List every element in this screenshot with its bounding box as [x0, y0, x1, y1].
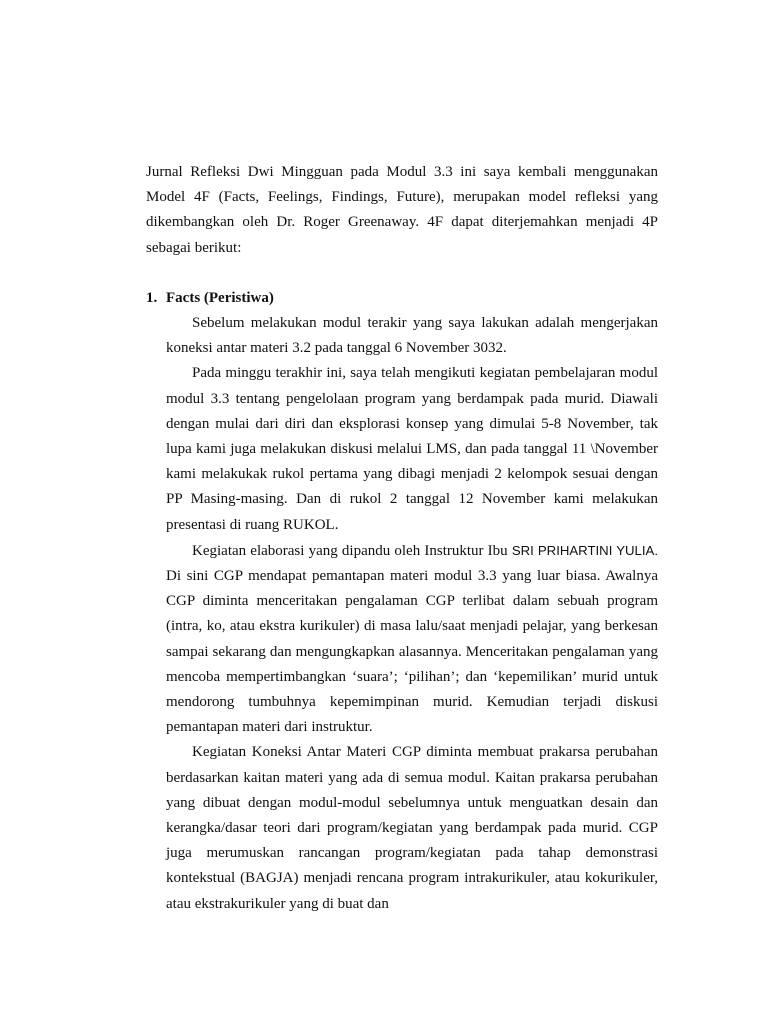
- intro-paragraph: Jurnal Refleksi Dwi Mingguan pada Modul 3.3 ini saya kembali menggunakan Model 4F (Facts, Feelings, Findings, Future), merupakan model refleksi yang dikembangkan oleh Dr. Roger Greenaway. 4F dapat diterjemahkan menjadi 4P sebagai berikut:: [146, 164, 658, 256]
- paragraph-2: Pada minggu terakhir ini, saya telah mengikuti kegiatan pembelajaran modul modul 3.3 tentang pengelolaan program yang berdampak pada murid. Diawali dengan mulai dari diri dan eksplorasi konsep yang dimulai 5-8 November, tak lupa kami juga melakukan diskusi melalui LMS, dan pada tanggal 11 \November kami melakukak rukol pertama yang dibagi menjadi 2 kelompok sesuai dengan PP Masing-masing. Dan di rukol 2 tanggal 12 November kami melakukan presentasi di ruang RUKOL.: [166, 365, 658, 533]
- paragraph-1: Sebelum melakukan modul terakir yang saya lakukan adalah mengerjakan koneksi antar materi 3.2 pada tanggal 6 November 3032.: [166, 315, 658, 357]
- section-heading: [146, 286, 658, 311]
- paragraph-4: Kegiatan Koneksi Antar Materi CGP diminta membuat prakarsa perubahan berdasarkan kaitan materi yang ada di semua modul. Kaitan prakarsa perubahan yang dibuat dengan modul-modul sebelumnya untuk menguatkan desain dan kerangka/dasar teori dari program/kegiatan yang berdampak pada murid. CGP juga merumuskan rancangan program/kegiatan pada tahap demonstrasi kontekstual (BAGJA) menjadi rencana program intrakurikuler, atau kokurikuler, atau ekstrakurikuler yang di buat dan: [166, 744, 658, 912]
- section-title: Facts (Peristiwa): [166, 289, 274, 306]
- paragraph-3-rest: Di sini CGP mendapat pemantapan materi modul 3.3 yang luar biasa. Awalnya CGP diminta menceritakan pengalaman CGP terlibat dalam sebuah program (intra, ko, atau ekstra kurikuler) di masa lalu/saat menjadi pelajar, yang berkesan sampai sekarang dan mengungkapkan alasannya. Menceritakan pengalaman yang mencoba mempertimbangkan ‘suara’; ‘pilihan’; dan ‘kepemilikan’ murid untuk mendorong tumbuhnya kepemimpinan murid. Kemudian terjadi diskusi pemantapan materi dari instruktur.: [166, 568, 658, 736]
- document-body: [146, 160, 658, 917]
- paragraph-3: [146, 538, 658, 741]
- instructor-name: SRI PRIHARTINI YULIA.: [511, 542, 658, 558]
- paragraph-3-lead: Kegiatan elaborasi yang dipandu oleh Instruktur Ibu: [192, 542, 512, 559]
- section-number: 1.: [146, 289, 158, 306]
